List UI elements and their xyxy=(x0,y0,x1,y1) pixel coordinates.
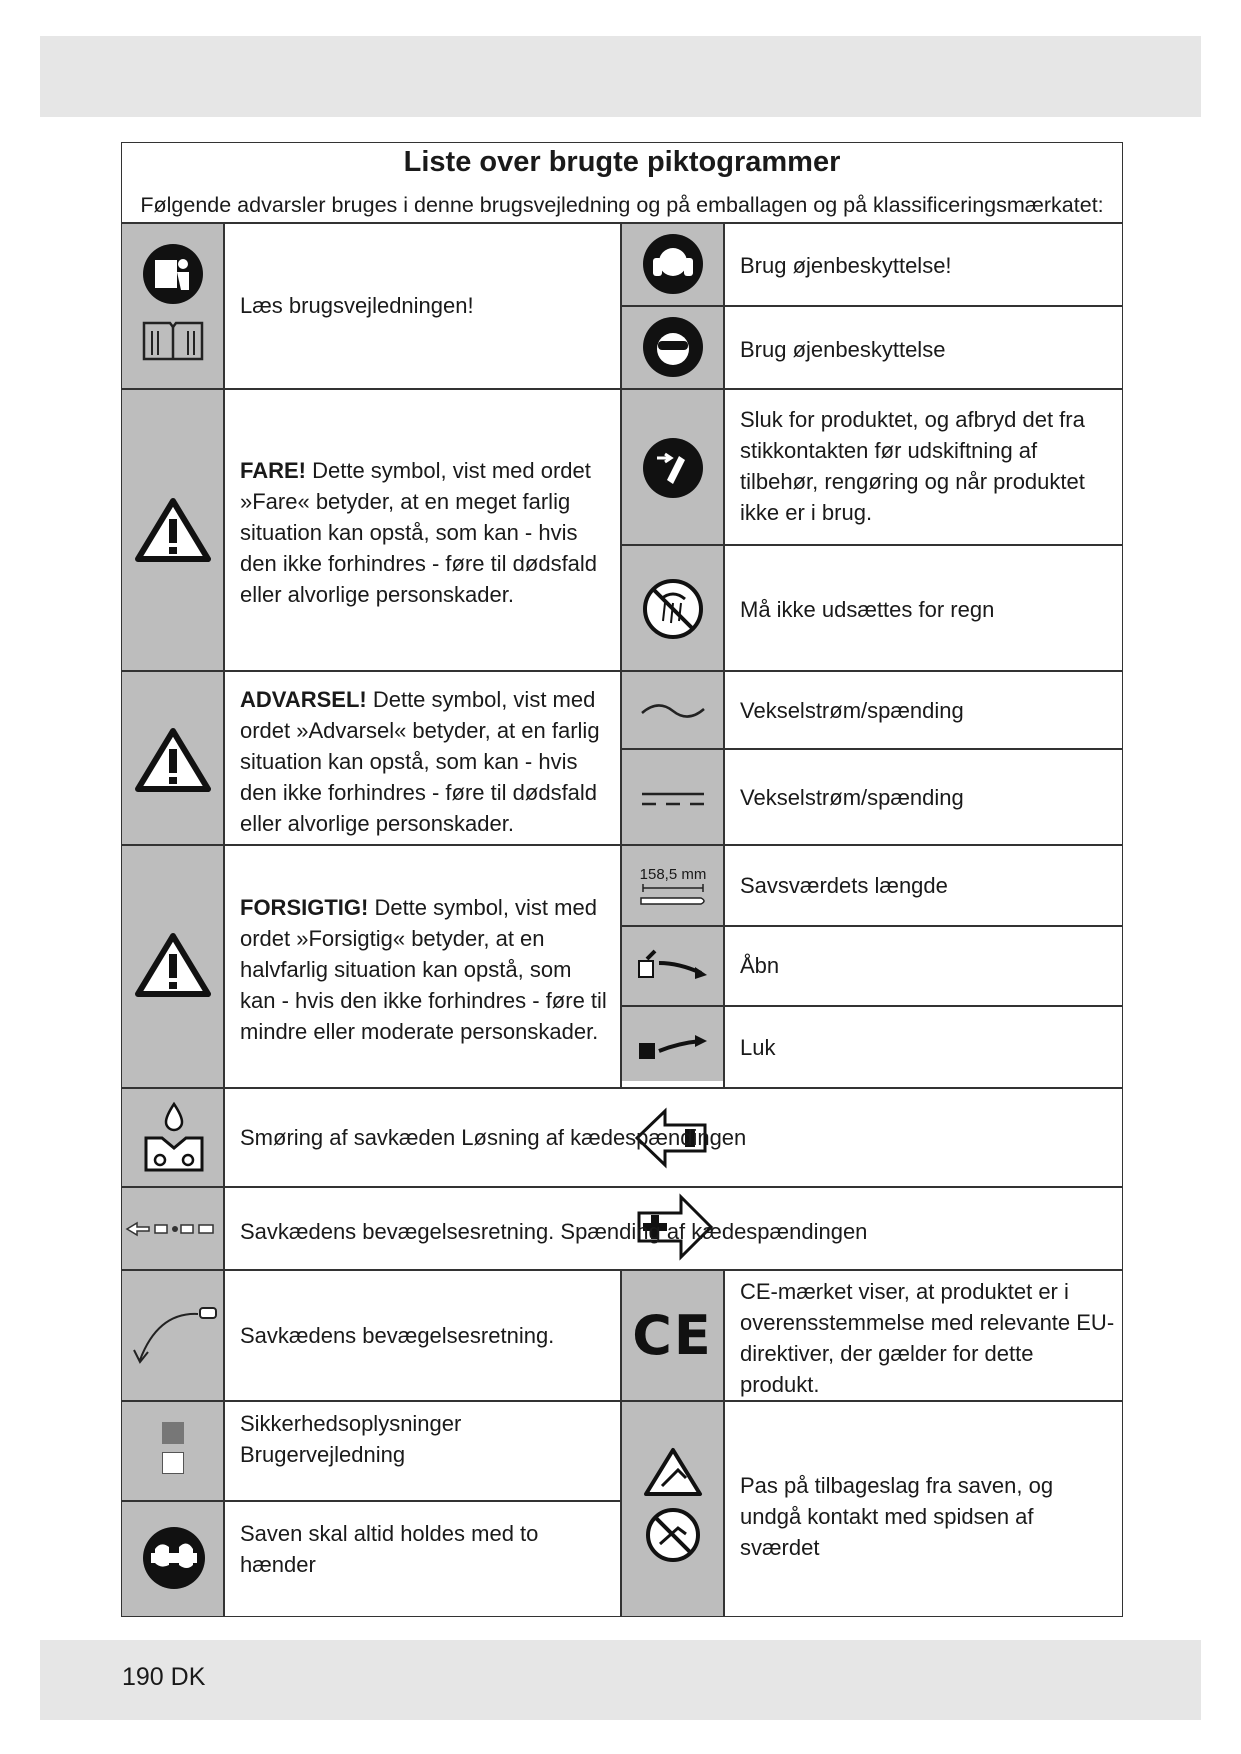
eye-protection-text: Brug øjenbeskyttelse xyxy=(740,336,946,362)
warning-label: ADVARSEL! xyxy=(240,687,367,712)
kickback-warning-icons xyxy=(632,1440,714,1570)
caution-description: Dette symbol, vist med ordet »Forsigtig« betyder, at en halvfarlig situation kan opstå, som kan - hvis den ikke forhindres - føre til mindre eller moderate personskader. xyxy=(240,895,607,1044)
two-hands-text: Saven skal altid holdes med to hænder xyxy=(240,1521,539,1577)
danger-label: FARE! xyxy=(240,458,306,483)
chain-direction-tension-text: Savkædens bevægelsesretning. Spænding af kædespændingen xyxy=(240,1218,868,1244)
read-manual-icon xyxy=(130,240,216,308)
bar-length-text: Savsværdets længde xyxy=(740,872,948,898)
dc-text: Vekselstrøm/spænding xyxy=(740,784,964,810)
close-icon xyxy=(630,1022,715,1072)
warning-text xyxy=(240,684,612,842)
direct-current-icon xyxy=(630,775,715,823)
open-book-icon xyxy=(135,310,211,370)
ce-text: CE-mærket viser, at produktet er i overensstemmelse med relevante EU-direktiver, der gælder for dette produkt. xyxy=(740,1279,1115,1397)
danger-text xyxy=(240,455,612,610)
safety-info-text: Sikkerhedsoplysninger xyxy=(240,1411,462,1436)
close-text: Luk xyxy=(740,1034,776,1060)
ce-mark-icon: CE xyxy=(632,1303,713,1367)
caution-label: FORSIGTIG! xyxy=(240,895,369,920)
user-manual-square-icon xyxy=(162,1452,184,1474)
unplug-icon xyxy=(630,428,715,508)
ear-protection-text: Brug øjenbeskyttelse! xyxy=(740,252,952,278)
lubrication-text: Smøring af savkæden Løsning af kædespændingen xyxy=(240,1124,747,1150)
read-manual-text: Læs brugsvejledningen! xyxy=(240,292,474,318)
ac-text: Vekselstrøm/spænding xyxy=(740,697,964,723)
danger-description: Dette symbol, vist med ordet »Fare« betyder, at en meget farlig situation kan opstå, som kan - hvis den ikke forhindres - føre til dødsfald eller alvorlige personskader. xyxy=(240,458,598,607)
page-subtitle: Følgende advarsler bruges i denne brugsvejledning og på emballagen og på klassificeringsmærkatet: xyxy=(140,193,1104,217)
caution-triangle-icon xyxy=(130,925,216,1005)
chain-rotation-arrow-icon xyxy=(126,1290,220,1380)
open-icon xyxy=(630,940,715,990)
two-hands-icon xyxy=(134,1520,214,1596)
safety-info-square-icon xyxy=(162,1422,184,1444)
no-rain-icon xyxy=(630,570,715,648)
no-tip-contact-icon xyxy=(644,1506,702,1564)
chain-direction-text: Savkædens bevægelsesretning. xyxy=(240,1322,555,1348)
bar-length-icon xyxy=(632,858,714,914)
header-band xyxy=(40,36,1201,117)
alternating-current-icon xyxy=(630,688,715,734)
eye-protection-icon xyxy=(630,312,715,382)
warning-description: Dette symbol, vist med ordet »Advarsel« betyder, at en farlig situation kan opstå, som kan - hvis den ikke forhindres - føre til dødsfald eller alvorlige personskader. xyxy=(240,687,600,836)
bar-length-value: 158,5 mm xyxy=(639,866,707,883)
chain-direction-icon xyxy=(124,1214,222,1244)
page-number: 190 DK xyxy=(122,1663,206,1691)
unplug-text: Sluk for produktet, og afbryd det fra stikkontakten før udskiftning af tilbehør, rengøring og når produktet ikke er i brug. xyxy=(740,407,1085,525)
chain-lubrication-icon xyxy=(132,1098,216,1178)
footer-band xyxy=(40,1640,1201,1720)
open-text: Åbn xyxy=(740,952,780,978)
danger-warning-triangle-icon xyxy=(130,490,216,570)
document-squares-icon xyxy=(130,1418,216,1478)
kickback-warning-triangle-icon xyxy=(642,1446,704,1498)
kickback-text: Pas på tilbageslag fra saven, og undgå kontakt med spidsen af sværdet xyxy=(740,1473,1054,1560)
ear-protection-icon xyxy=(630,230,715,298)
caution-text xyxy=(240,892,612,1050)
page-title: Liste over brugte piktogrammer xyxy=(403,146,841,178)
user-manual-text: Brugervejledning xyxy=(240,1442,406,1467)
no-rain-text: Må ikke udsættes for regn xyxy=(740,596,995,622)
safety-info-block xyxy=(240,1408,610,1470)
warning-triangle-icon xyxy=(130,720,216,800)
